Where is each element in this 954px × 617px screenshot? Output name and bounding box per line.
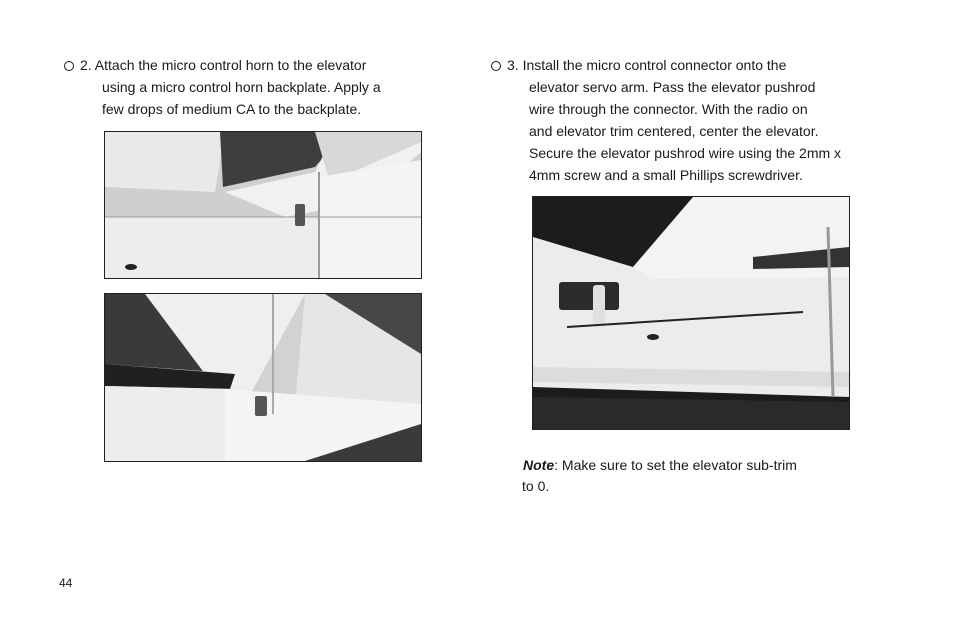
note-text-line-1: : Make sure to set the elevator sub-trim [554,457,797,473]
elevator-horn-photo-1 [104,131,422,279]
note [523,455,797,497]
step-3-line-3: wire through the connector. With the radio on [529,101,808,117]
step-3-line-1: 3. Install the micro control connector onto the [507,57,787,73]
step-2-line-1: 2. Attach the micro control horn to the elevator [80,57,367,73]
servo-pushrod-photo [532,196,850,430]
elevator-horn-photo-2 [104,293,422,462]
step-3-line-2: elevator servo arm. Pass the elevator pushrod [529,79,816,95]
checkbox-bullet-icon [64,61,74,71]
note-text-line-2: to 0. [522,478,550,494]
step-3-instructions [491,54,841,186]
step-3-line-5: Secure the elevator pushrod wire using the 2mm x [529,145,842,161]
step-3-line-6: 4mm screw and a small Phillips screwdriver. [529,167,803,183]
checkbox-bullet-icon [491,61,501,71]
step-2-instructions [64,54,381,120]
step-2-line-3: few drops of medium CA to the backplate. [102,101,362,117]
step-3-line-4: and elevator trim centered, center the elevator. [529,123,819,139]
step-2-line-2: using a micro control horn backplate. Apply a [102,79,381,95]
page-number: 44 [59,576,73,590]
note-label: Note [523,457,555,473]
